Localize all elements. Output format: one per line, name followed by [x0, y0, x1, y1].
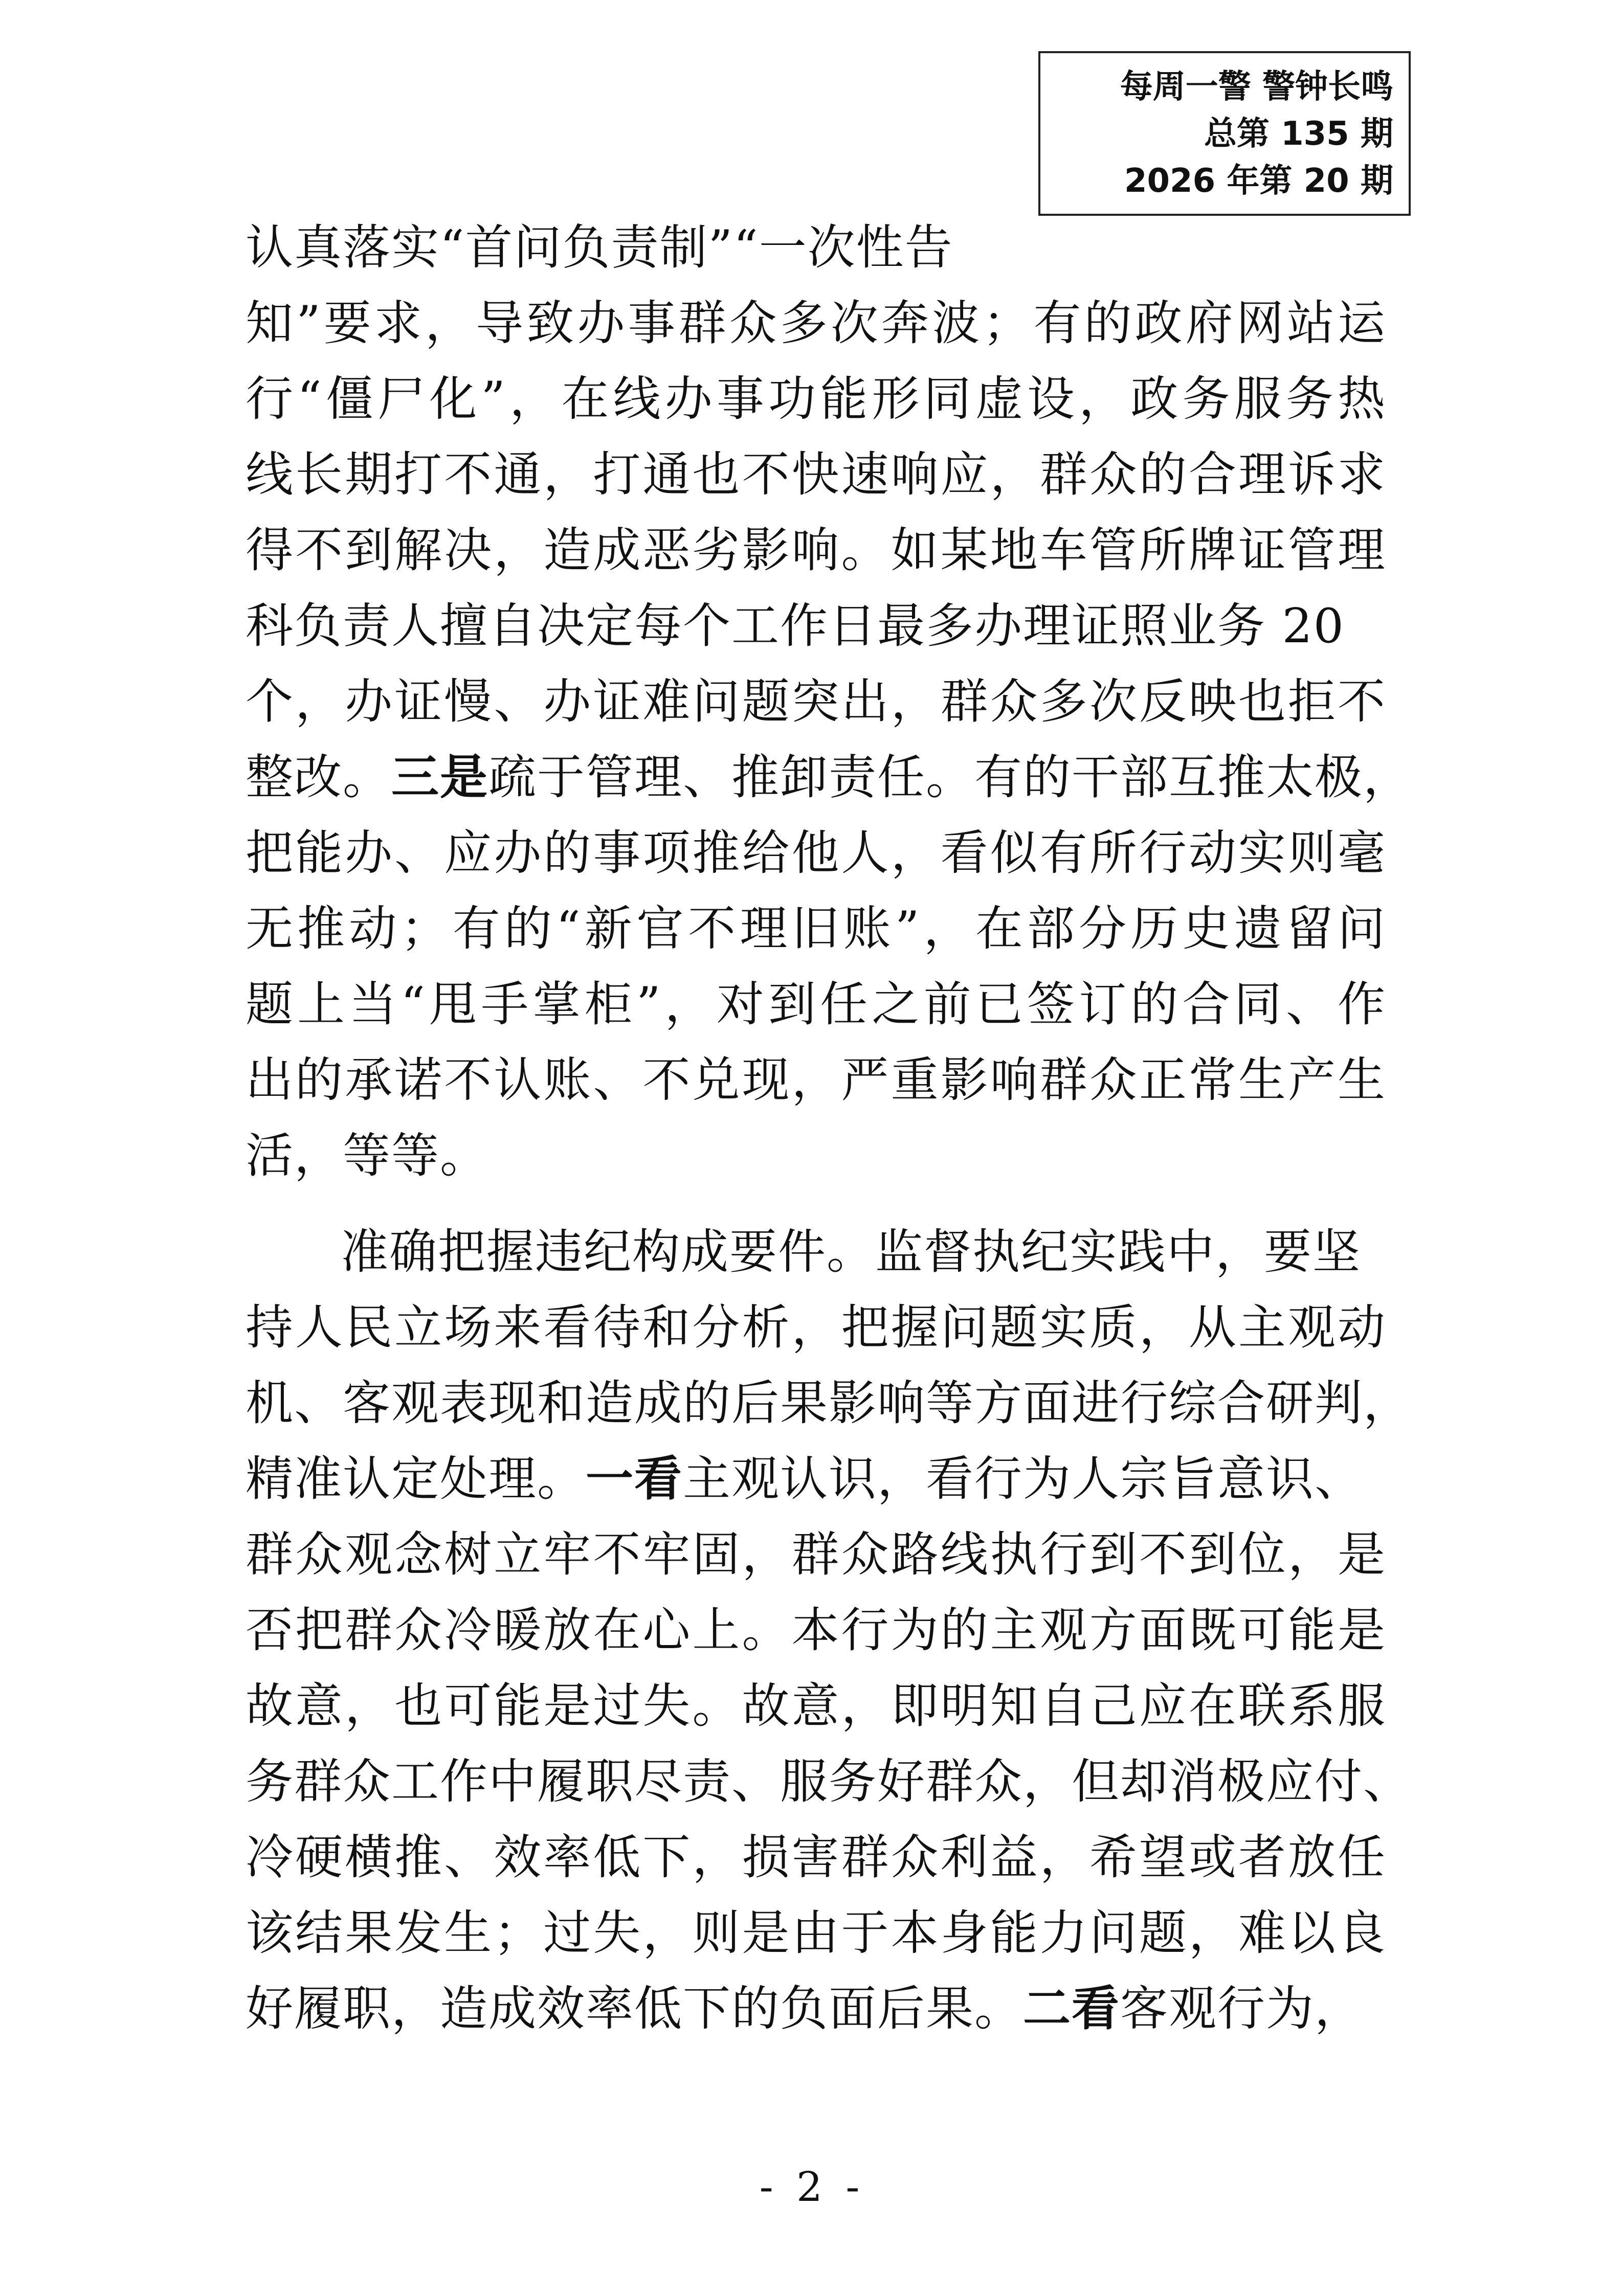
text-line: 出的承诺不认账、不兑现，严重影响群众正常生产生: [246, 1052, 1386, 1108]
text-segment: 好履职，造成效率低下的负面后果。: [246, 1981, 1023, 2036]
text-line: 科负责人擅自决定每个工作日最多办理证照业务 20: [246, 598, 1345, 654]
text-line: [246, 739, 1412, 815]
text-line: 活，等等。: [246, 1128, 488, 1183]
text-line: 务群众工作中履职尽责、服务好群众，但却消极应付、: [246, 1754, 1412, 1809]
text-line: 该结果发生；过失，则是由于本身能力问题，难以良: [246, 1905, 1386, 1961]
text-line: 认真落实“首问负责制”“一次性告: [246, 220, 953, 275]
text-line: 个，办证慢、办证难问题突出，群众多次反映也拒不: [246, 674, 1386, 729]
text-line: 否把群众冷暖放在心上。本行为的主观方面既可能是: [246, 1603, 1386, 1658]
bulletin-title: 每周一警 警钟长鸣: [1120, 68, 1393, 106]
text-line: 机、客观表现和造成的后果影响等方面进行综合研判，: [246, 1376, 1412, 1431]
article-body: [246, 210, 1412, 2046]
issue-header-box: [1038, 51, 1411, 216]
text-line: 无推动；有的“新官不理旧账”，在部分历史遗留问: [246, 901, 1386, 956]
text-segment: 主观认识，看行为人宗旨意识、: [683, 1451, 1363, 1506]
issue-total-number: 总第 135 期: [1204, 115, 1393, 153]
text-segment: 疏于管理、推卸责任。有的干部互推太极，: [488, 750, 1412, 805]
text-line: 持人民立场来看待和分析，把握问题实质，从主观动: [246, 1300, 1386, 1355]
page-number: - 2 -: [759, 2163, 865, 2211]
text-line: 冷硬横推、效率低下，损害群众利益，希望或者放任: [246, 1830, 1386, 1885]
issue-year-number: 2026 年第 20 期: [1124, 162, 1393, 200]
text-line: [246, 1441, 1386, 1517]
text-segment: 精准认定处理。: [246, 1451, 586, 1506]
text-line: 把能办、应办的事项推给他人，看似有所行动实则毫: [246, 825, 1386, 881]
keyword-first: 一看: [586, 1451, 683, 1506]
text-line: 群众观念树立牢不牢固，群众路线执行到不到位，是: [246, 1527, 1386, 1582]
paragraph-first-line: 准确把握违纪构成要件。监督执纪实践中，要坚: [341, 1224, 1361, 1279]
text-segment: 整改。: [246, 750, 391, 805]
text-segment: 客观行为，: [1120, 1981, 1363, 2036]
text-line: 得不到解决，造成恶劣影响。如某地车管所牌证管理: [246, 523, 1386, 578]
text-line: 行“僵尸化”，在线办事功能形同虚设，政务服务热: [246, 371, 1386, 426]
text-line: 故意，也可能是过失。故意，即明知自己应在联系服: [246, 1678, 1386, 1734]
keyword-third: 三是: [391, 750, 488, 805]
text-line: [246, 1971, 1386, 2046]
text-line: 知”要求，导致办事群众多次奔波；有的政府网站运: [246, 296, 1386, 351]
keyword-second: 二看: [1023, 1981, 1120, 2036]
text-line: 线长期打不通，打通也不快速响应，群众的合理诉求: [246, 447, 1386, 502]
text-line: 题上当“甩手掌柜”，对到任之前已签订的合同、作: [246, 977, 1386, 1032]
